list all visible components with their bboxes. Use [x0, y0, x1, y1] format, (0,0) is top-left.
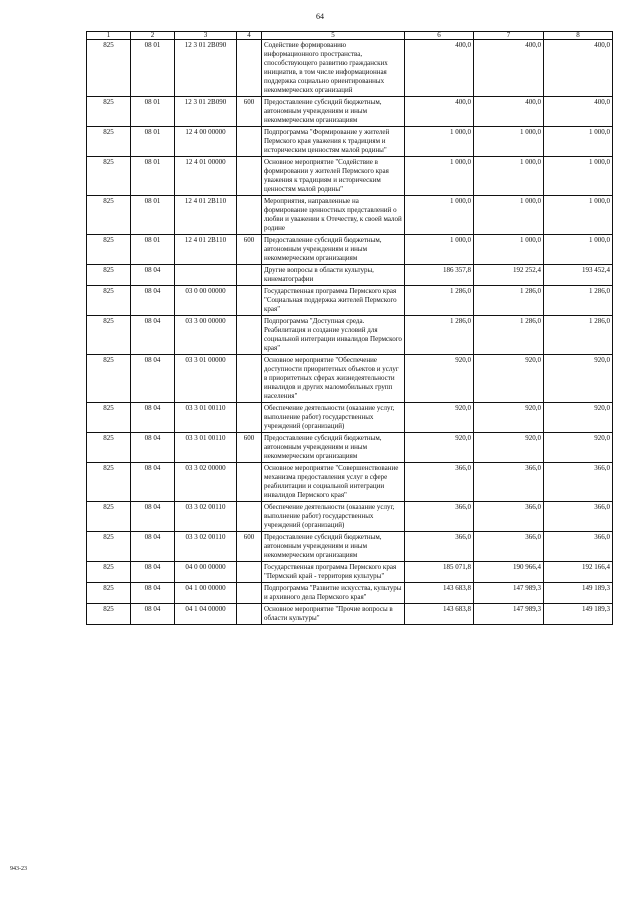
cell-section-code: 08 01 [131, 127, 175, 157]
cell-description: Подпрограмма "Формирование у жителей Пермского края уважения к традициям и историческим ценностям малой родины" [262, 127, 405, 157]
cell-target-article: 12 4 01 2В110 [175, 235, 237, 265]
cell-target-article: 03 3 02 00110 [175, 532, 237, 562]
cell-amount-year-3: 366,0 [544, 502, 613, 532]
cell-admin-code: 825 [87, 463, 131, 502]
cell-amount-year-1: 1 286,0 [405, 316, 474, 355]
cell-amount-year-1: 400,0 [405, 97, 474, 127]
table-row [87, 463, 613, 502]
table-row [87, 286, 613, 316]
cell-amount-year-1: 920,0 [405, 433, 474, 463]
cell-amount-year-1: 1 000,0 [405, 127, 474, 157]
cell-description: Мероприятия, направленные на формирование ценностных представлений о любви и уважении к Отечеству, к своей малой родине [262, 196, 405, 235]
cell-section-code: 08 01 [131, 157, 175, 196]
cell-description: Предоставление субсидий бюджетным, автономным учреждениям и иным некоммерческим организациям [262, 532, 405, 562]
cell-section-code: 08 04 [131, 502, 175, 532]
cell-expense-type [237, 196, 262, 235]
cell-section-code: 08 04 [131, 355, 175, 403]
cell-expense-type [237, 463, 262, 502]
cell-amount-year-3: 1 286,0 [544, 286, 613, 316]
cell-expense-type: 600 [237, 235, 262, 265]
cell-expense-type [237, 403, 262, 433]
cell-target-article: 12 4 01 2В110 [175, 196, 237, 235]
table-header-row [87, 32, 613, 40]
table-row [87, 265, 613, 286]
table-row [87, 157, 613, 196]
cell-section-code: 08 04 [131, 562, 175, 583]
cell-admin-code: 825 [87, 604, 131, 625]
cell-amount-year-1: 1 000,0 [405, 157, 474, 196]
cell-amount-year-2: 366,0 [474, 502, 544, 532]
cell-amount-year-1: 366,0 [405, 502, 474, 532]
cell-amount-year-1: 185 071,8 [405, 562, 474, 583]
cell-description: Предоставление субсидий бюджетным, автономным учреждениям и иным некоммерческим организациям [262, 433, 405, 463]
cell-target-article: 04 1 04 00000 [175, 604, 237, 625]
cell-expense-type: 600 [237, 532, 262, 562]
cell-amount-year-2: 400,0 [474, 97, 544, 127]
cell-expense-type [237, 265, 262, 286]
cell-expense-type [237, 40, 262, 97]
column-header: 7 [474, 32, 544, 40]
cell-description: Содействие формированию информационного пространства, способствующего развитию гражданских инициатив, в том числе информационная поддержка социально ориентированных некоммерческих организаций [262, 40, 405, 97]
cell-section-code: 08 01 [131, 40, 175, 97]
column-header: 1 [87, 32, 131, 40]
cell-expense-type [237, 286, 262, 316]
cell-admin-code: 825 [87, 502, 131, 532]
table-row [87, 604, 613, 625]
cell-amount-year-1: 400,0 [405, 40, 474, 97]
cell-admin-code: 825 [87, 265, 131, 286]
cell-amount-year-1: 1 286,0 [405, 286, 474, 316]
cell-admin-code: 825 [87, 532, 131, 562]
cell-description: Основное мероприятие "Обеспечение доступности приоритетных объектов и услуг в приоритетных сферах жизнедеятельности инвалидов и других маломобильных групп населения" [262, 355, 405, 403]
cell-amount-year-1: 920,0 [405, 403, 474, 433]
cell-amount-year-3: 1 000,0 [544, 127, 613, 157]
column-header: 5 [262, 32, 405, 40]
cell-section-code: 08 04 [131, 403, 175, 433]
cell-expense-type: 600 [237, 97, 262, 127]
cell-amount-year-2: 1 000,0 [474, 196, 544, 235]
table-row [87, 562, 613, 583]
cell-expense-type [237, 502, 262, 532]
cell-amount-year-2: 920,0 [474, 355, 544, 403]
cell-amount-year-2: 1 000,0 [474, 157, 544, 196]
table-row [87, 502, 613, 532]
table-row [87, 433, 613, 463]
cell-amount-year-3: 400,0 [544, 40, 613, 97]
cell-target-article: 03 0 00 00000 [175, 286, 237, 316]
cell-target-article: 12 3 01 2В090 [175, 40, 237, 97]
cell-amount-year-3: 192 166,4 [544, 562, 613, 583]
cell-section-code: 08 04 [131, 583, 175, 604]
cell-amount-year-3: 1 000,0 [544, 157, 613, 196]
cell-admin-code: 825 [87, 127, 131, 157]
cell-expense-type [237, 127, 262, 157]
cell-target-article: 12 4 00 00000 [175, 127, 237, 157]
column-header: 6 [405, 32, 474, 40]
cell-amount-year-3: 149 189,3 [544, 604, 613, 625]
cell-admin-code: 825 [87, 157, 131, 196]
budget-table [86, 31, 613, 625]
cell-admin-code: 825 [87, 235, 131, 265]
cell-amount-year-2: 1 000,0 [474, 127, 544, 157]
cell-amount-year-3: 366,0 [544, 532, 613, 562]
column-header: 4 [237, 32, 262, 40]
cell-amount-year-3: 1 000,0 [544, 196, 613, 235]
cell-amount-year-1: 920,0 [405, 355, 474, 403]
cell-admin-code: 825 [87, 355, 131, 403]
cell-amount-year-1: 366,0 [405, 463, 474, 502]
cell-admin-code: 825 [87, 40, 131, 97]
cell-admin-code: 825 [87, 196, 131, 235]
cell-section-code: 08 01 [131, 97, 175, 127]
table-row [87, 403, 613, 433]
cell-section-code: 08 04 [131, 532, 175, 562]
cell-description: Предоставление субсидий бюджетным, автономным учреждениям и иным некоммерческим организациям [262, 235, 405, 265]
cell-target-article: 03 3 01 00110 [175, 433, 237, 463]
cell-target-article: 03 3 02 00000 [175, 463, 237, 502]
cell-section-code: 08 04 [131, 286, 175, 316]
cell-description: Подпрограмма "Развитие искусства, культуры и архивного дела Пермского края" [262, 583, 405, 604]
cell-amount-year-3: 149 189,3 [544, 583, 613, 604]
cell-admin-code: 825 [87, 403, 131, 433]
cell-amount-year-1: 1 000,0 [405, 196, 474, 235]
cell-amount-year-2: 147 989,3 [474, 604, 544, 625]
cell-amount-year-2: 366,0 [474, 532, 544, 562]
cell-amount-year-1: 366,0 [405, 532, 474, 562]
cell-admin-code: 825 [87, 562, 131, 583]
cell-amount-year-2: 366,0 [474, 463, 544, 502]
cell-amount-year-1: 186 357,8 [405, 265, 474, 286]
column-header: 3 [175, 32, 237, 40]
cell-admin-code: 825 [87, 433, 131, 463]
table-row [87, 355, 613, 403]
cell-target-article: 03 3 00 00000 [175, 316, 237, 355]
document-footer-code: 943-23 [10, 866, 27, 872]
cell-description: Обеспечение деятельности (оказание услуг, выполнение работ) государственных учреждений (организаций) [262, 403, 405, 433]
cell-target-article: 03 3 01 00110 [175, 403, 237, 433]
cell-amount-year-3: 366,0 [544, 463, 613, 502]
cell-amount-year-3: 920,0 [544, 355, 613, 403]
cell-description: Подпрограмма "Доступная среда. Реабилитация и создание условий для социальной интеграции инвалидов Пермского края" [262, 316, 405, 355]
cell-amount-year-2: 1 000,0 [474, 235, 544, 265]
cell-target-article: 03 3 01 00000 [175, 355, 237, 403]
cell-amount-year-2: 1 286,0 [474, 286, 544, 316]
table-row [87, 532, 613, 562]
table-row [87, 40, 613, 97]
cell-description: Основное мероприятие "Прочие вопросы в области культуры" [262, 604, 405, 625]
cell-target-article: 04 0 00 00000 [175, 562, 237, 583]
cell-amount-year-2: 192 252,4 [474, 265, 544, 286]
column-header: 2 [131, 32, 175, 40]
cell-expense-type [237, 562, 262, 583]
cell-amount-year-1: 143 683,8 [405, 583, 474, 604]
cell-expense-type: 600 [237, 433, 262, 463]
cell-section-code: 08 01 [131, 235, 175, 265]
cell-amount-year-2: 1 286,0 [474, 316, 544, 355]
cell-amount-year-3: 400,0 [544, 97, 613, 127]
cell-amount-year-2: 147 989,3 [474, 583, 544, 604]
cell-amount-year-1: 143 683,8 [405, 604, 474, 625]
cell-target-article: 04 1 00 00000 [175, 583, 237, 604]
cell-description: Предоставление субсидий бюджетным, автономным учреждениям и иным некоммерческим организациям [262, 97, 405, 127]
cell-amount-year-3: 193 452,4 [544, 265, 613, 286]
cell-target-article [175, 265, 237, 286]
cell-section-code: 08 01 [131, 196, 175, 235]
table-row [87, 97, 613, 127]
cell-section-code: 08 04 [131, 433, 175, 463]
table-row [87, 583, 613, 604]
cell-expense-type [237, 355, 262, 403]
cell-section-code: 08 04 [131, 463, 175, 502]
cell-admin-code: 825 [87, 316, 131, 355]
cell-description: Другие вопросы в области культуры, кинематографии [262, 265, 405, 286]
cell-amount-year-2: 190 966,4 [474, 562, 544, 583]
cell-expense-type [237, 157, 262, 196]
cell-amount-year-2: 920,0 [474, 433, 544, 463]
cell-amount-year-2: 920,0 [474, 403, 544, 433]
cell-target-article: 03 3 02 00110 [175, 502, 237, 532]
cell-expense-type [237, 604, 262, 625]
cell-section-code: 08 04 [131, 604, 175, 625]
cell-target-article: 12 4 01 00000 [175, 157, 237, 196]
cell-description: Государственная программа Пермского края "Социальная поддержка жителей Пермского края" [262, 286, 405, 316]
cell-admin-code: 825 [87, 583, 131, 604]
cell-description: Государственная программа Пермского края "Пермский край - территория культуры" [262, 562, 405, 583]
cell-admin-code: 825 [87, 286, 131, 316]
cell-expense-type [237, 583, 262, 604]
cell-description: Основное мероприятие "Совершенствование механизма предоставления услуг в сфере реабилитации и социальной интеграции инвалидов Пермского края" [262, 463, 405, 502]
cell-amount-year-3: 920,0 [544, 403, 613, 433]
page-number: 64 [316, 12, 324, 21]
cell-expense-type [237, 316, 262, 355]
cell-description: Основное мероприятие "Содействие в формировании у жителей Пермского края уважения к традициям и историческим ценностям малой родины" [262, 157, 405, 196]
cell-amount-year-3: 920,0 [544, 433, 613, 463]
cell-section-code: 08 04 [131, 265, 175, 286]
cell-section-code: 08 04 [131, 316, 175, 355]
table-row [87, 196, 613, 235]
cell-description: Обеспечение деятельности (оказание услуг, выполнение работ) государственных учреждений (организаций) [262, 502, 405, 532]
table-row [87, 127, 613, 157]
cell-amount-year-2: 400,0 [474, 40, 544, 97]
cell-amount-year-1: 1 000,0 [405, 235, 474, 265]
table-row [87, 235, 613, 265]
column-header: 8 [544, 32, 613, 40]
cell-amount-year-3: 1 286,0 [544, 316, 613, 355]
table-row [87, 316, 613, 355]
cell-target-article: 12 3 01 2В090 [175, 97, 237, 127]
cell-admin-code: 825 [87, 97, 131, 127]
cell-amount-year-3: 1 000,0 [544, 235, 613, 265]
